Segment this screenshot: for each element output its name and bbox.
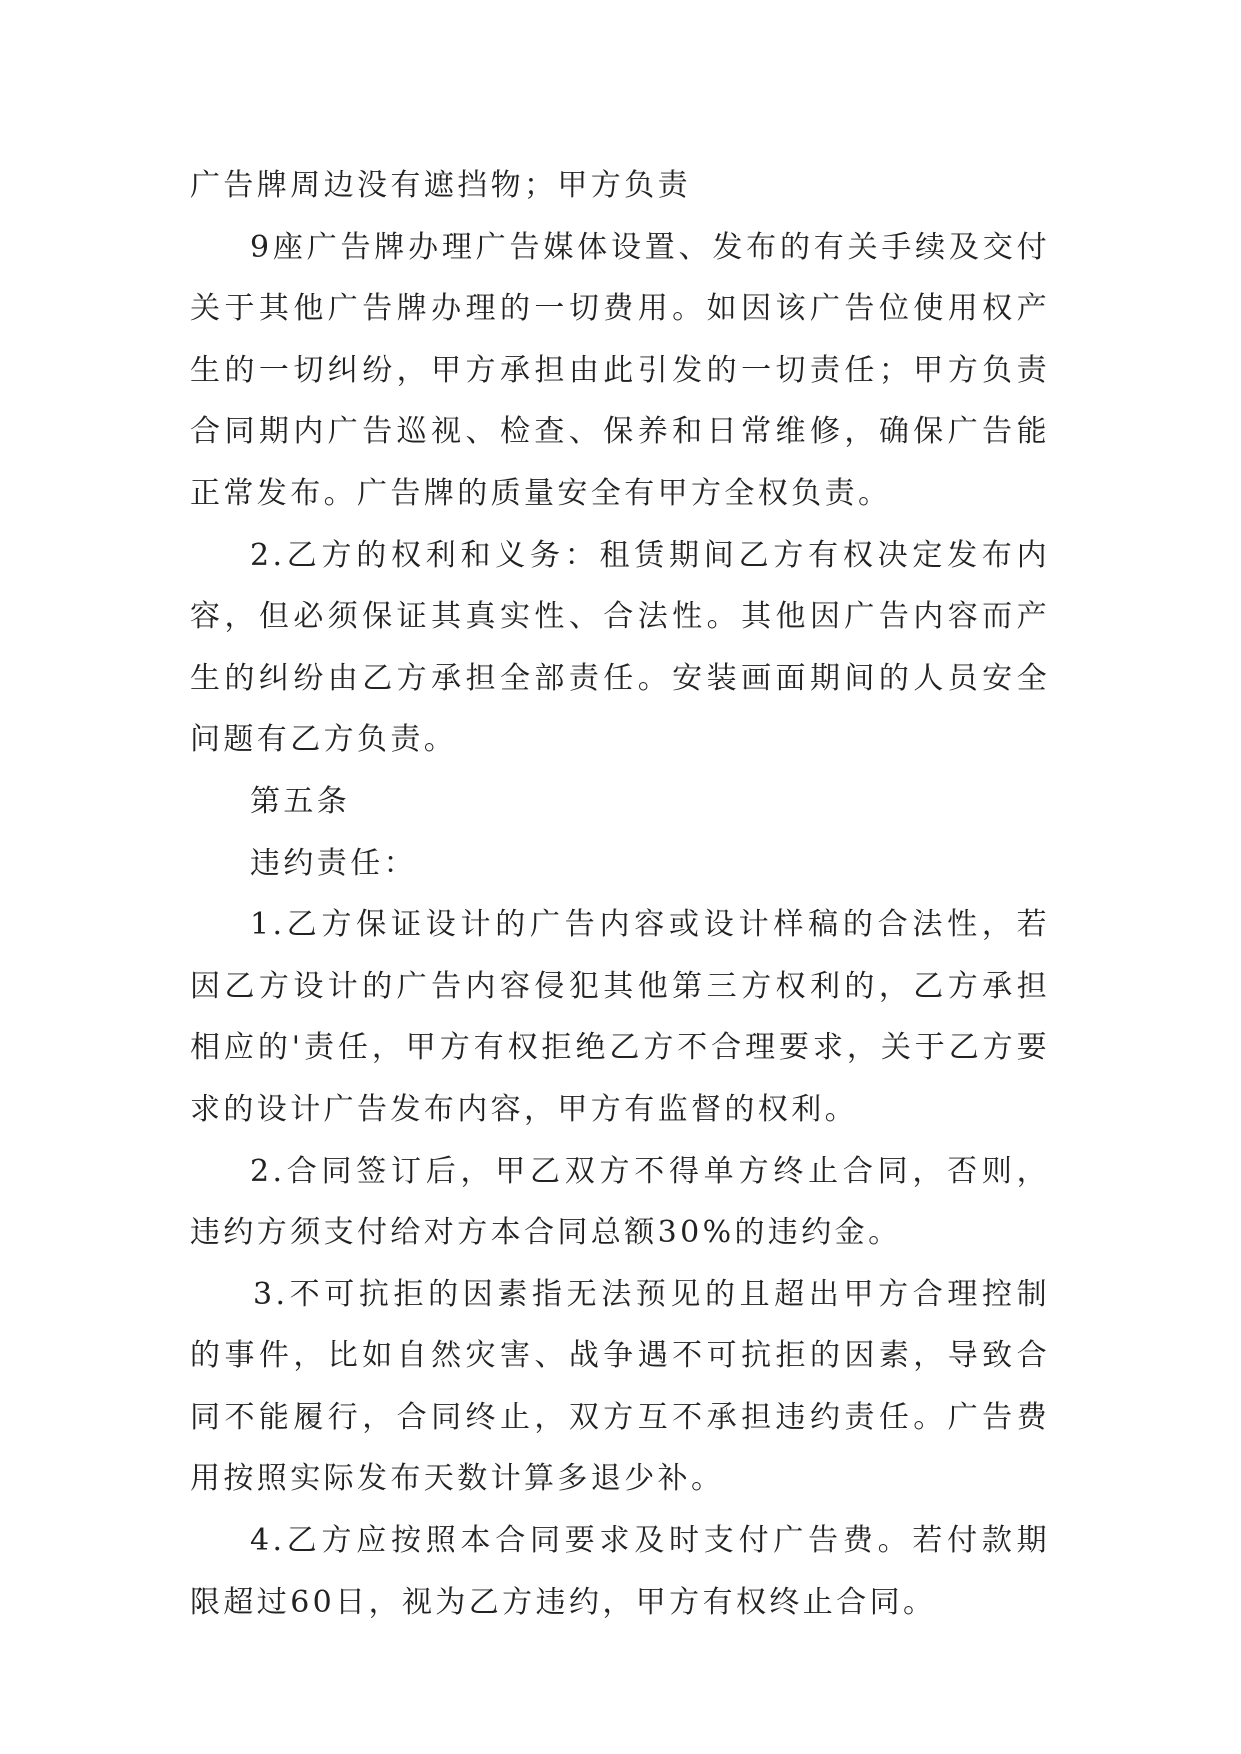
section-heading-liability: 违约责任：: [250, 845, 417, 881]
paragraph-liability-2: 2.合同签订后，甲乙双方不得单方终止合同，否则，违约方须支付给对方本合同总额30%的违约金。: [190, 1153, 1050, 1251]
paragraph-billboard-procedures: 9座广告牌办理广告媒体设置、发布的有关手续及交付关于其他广告牌办理的一切费用。如因该广告位使用权产生的一切纠纷，甲方承担由此引发的一切责任；甲方负责合同期内广告巡视、检查、保养和日常维修，确保广告能正常发布。广告牌的质量安全有甲方全权负责。: [190, 229, 1050, 511]
article-heading: 第五条: [250, 783, 351, 819]
paragraph-liability-4: 4.乙方应按照本合同要求及时支付广告费。若付款期限超过60日，视为乙方违约，甲方有权终止合同。: [190, 1523, 1050, 1620]
paragraph-continuation: 广告牌周边没有遮挡物；甲方负责: [190, 168, 691, 203]
document-body: [190, 155, 1050, 1633]
paragraph-liability-1: 1.乙方保证设计的广告内容或设计样稿的合法性，若因乙方设计的广告内容侵犯其他第三方权利的，乙方承担相应的'责任，甲方有权拒绝乙方不合理要求，关于乙方要求的设计广告发布内容，甲方有监督的权利。: [190, 907, 1050, 1127]
paragraph-party-b-rights: 2.乙方的权利和义务：租赁期间乙方有权决定发布内容，但必须保证其真实性、合法性。其他因广告内容而产生的纠纷由乙方承担全部责任。安装画面期间的人员安全问题有乙方负责。: [190, 537, 1050, 758]
paragraph-liability-3: 3.不可抗拒的因素指无法预见的且超出甲方合理控制的事件，比如自然灾害、战争遇不可抗拒的因素，导致合同不能履行，合同终止，双方互不承担违约责任。广告费用按照实际发布天数计算多退少补。: [190, 1276, 1050, 1497]
